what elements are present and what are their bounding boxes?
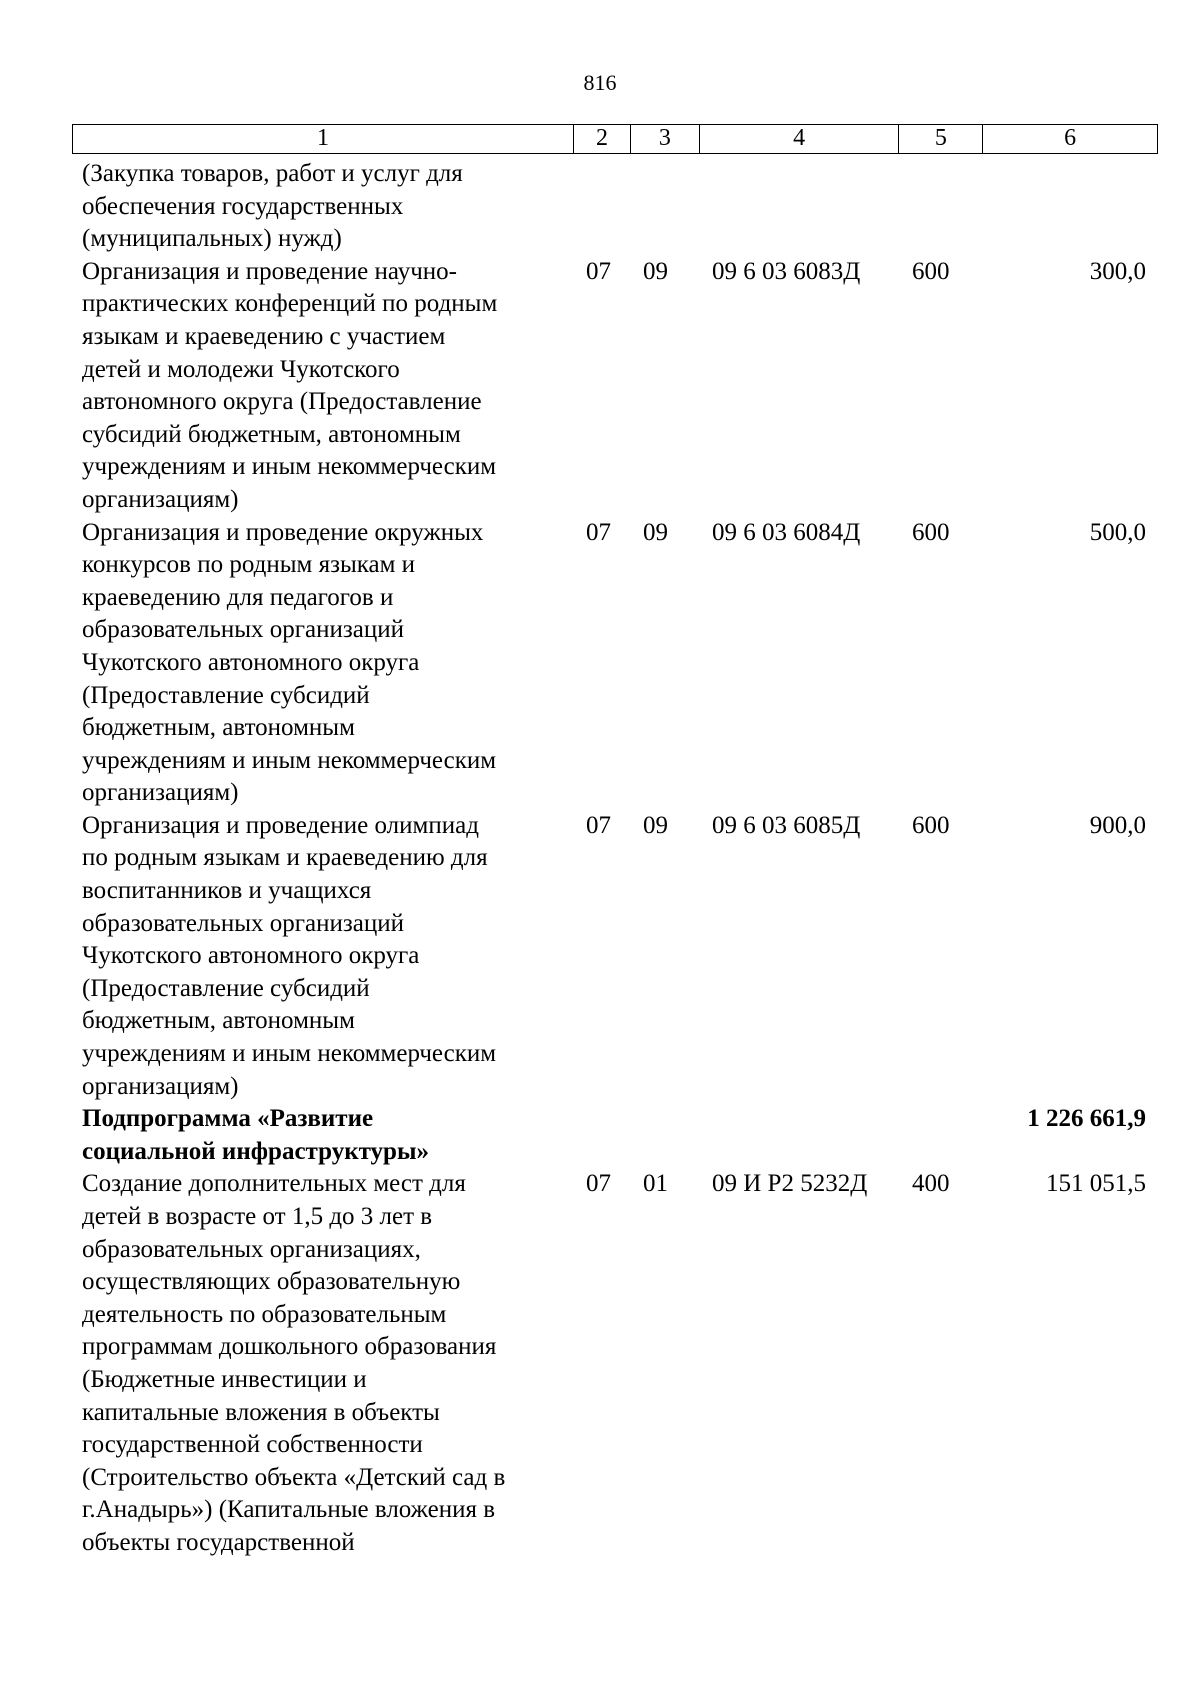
row-expense-type: 600 (912, 518, 950, 546)
table-header-row (72, 124, 1158, 154)
table-row (72, 810, 1158, 1103)
table-body (72, 158, 1158, 1560)
page-number: 816 (583, 70, 617, 95)
column-header-5: 5 (899, 125, 983, 153)
row-amount (984, 158, 1158, 256)
row-section-code: 07 (586, 811, 611, 839)
row-subsection-code (631, 158, 700, 256)
row-section-code (574, 158, 631, 256)
row-description: Создание дополнительных мест для детей в возрасте от 1,5 до 3 лет в образовательных организациях, осуществляющих образовательную деятельность по образовательным программам дошкольного образования (Бюджетные инвестиции и капитальные вложения в объекты государственной собственности (Строительство объекта «Детский сад в г.Анадырь») (Капитальные вложения в объекты государственной (82, 1170, 506, 1556)
subprogram-total: 1 226 661,9 (1027, 1105, 1146, 1133)
row-target-article: 09 6 03 6083Д (712, 257, 861, 285)
column-header-1: 1 (73, 125, 574, 153)
row-amount: 300,0 (1089, 257, 1146, 285)
row-target-article: 09 6 03 6085Д (712, 811, 861, 839)
row-target-article: 09 6 03 6084Д (712, 518, 861, 546)
row-target-article: 09 И Р2 5232Д (712, 1170, 868, 1198)
row-section-code: 07 (586, 257, 611, 285)
table-row (72, 517, 1158, 810)
row-section-code: 07 (586, 1170, 611, 1198)
row-expense-type: 400 (912, 1170, 950, 1198)
row-subsection-code: 09 (643, 257, 668, 285)
row-section-code: 07 (586, 518, 611, 546)
table-row-subprogram (72, 1103, 1158, 1168)
row-expense-type (900, 1103, 984, 1168)
row-expense-type: 600 (912, 811, 950, 839)
subprogram-title: Подпрограмма «Развитие социальной инфраструктуры» (82, 1105, 429, 1165)
column-header-2: 2 (574, 125, 631, 153)
row-section-code (574, 1103, 631, 1168)
row-description: (Закупка товаров, работ и услуг для обеспечения государственных (муниципальных) нужд) (82, 160, 463, 253)
row-amount: 500,0 (1089, 518, 1146, 546)
column-header-6: 6 (1064, 125, 1077, 151)
row-target-article (700, 1103, 900, 1168)
table-row (72, 256, 1158, 517)
row-subsection-code (631, 1103, 700, 1168)
row-description: Организация и проведение научно- практических конференций по родным языкам и краеведению с участием детей и молодежи Чукотского автономного округа (Предоставление субсидий бюджетным, автономным учреждениям и иным некоммерческим организациям) (82, 257, 498, 513)
row-subsection-code: 01 (643, 1170, 668, 1198)
row-subsection-code: 09 (643, 811, 668, 839)
table-row (72, 158, 1158, 256)
row-description: Организация и проведение олимпиад по родным языкам и краеведению для воспитанников и учащихся образовательных организаций Чукотского автономного округа (Предоставление субсидий бюджетным, автономным учреждениям и иным некоммерческим организациям) (82, 811, 497, 1100)
row-amount: 900,0 (1089, 811, 1146, 839)
row-expense-type (900, 158, 984, 256)
row-subsection-code: 09 (643, 518, 668, 546)
column-header-4: 4 (700, 125, 900, 153)
table-row (72, 1168, 1158, 1559)
column-header-3: 3 (631, 125, 700, 153)
row-description: Организация и проведение окружных конкурсов по родным языкам и краеведению для педагогов и образовательных организаций Чукотского автономного округа (Предоставление субсидий бюджетным, автономным учреждениям и иным некоммерческим организациям) (82, 518, 497, 807)
row-amount: 151 051,5 (1046, 1170, 1146, 1198)
row-target-article (700, 158, 900, 256)
row-expense-type: 600 (912, 257, 950, 285)
